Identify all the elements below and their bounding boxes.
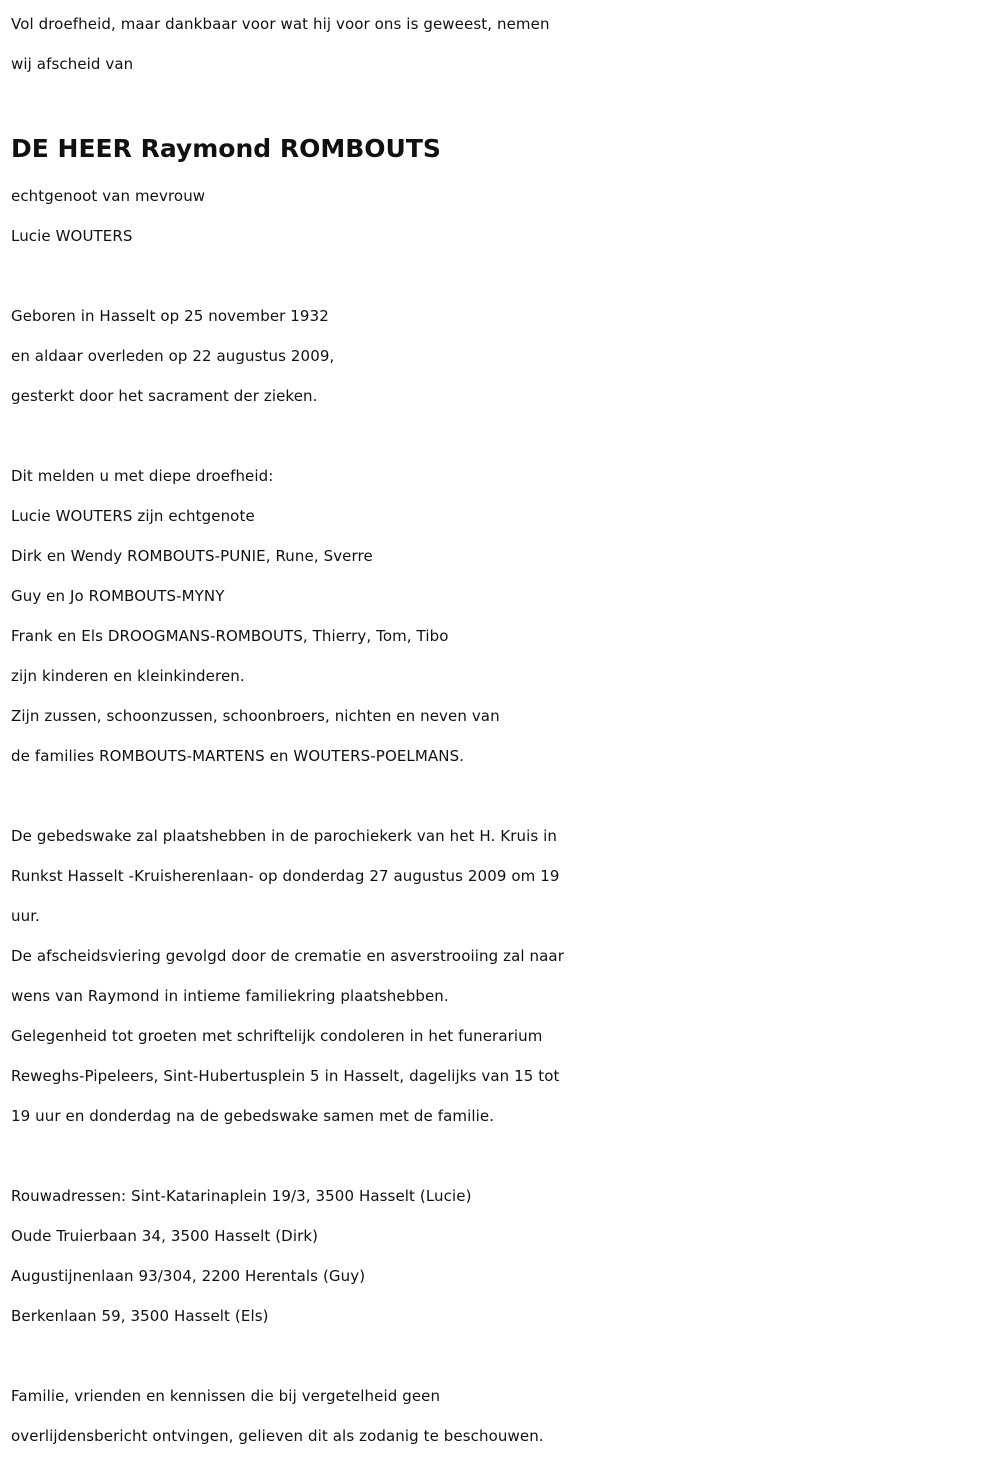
closing-line: Familie, vrienden en kennissen die bij vergetelheid geen [11, 1387, 441, 1405]
ceremony-line: 19 uur en donderdag na de gebedswake samen met de familie. [11, 1107, 495, 1125]
spacer [11, 416, 991, 456]
spacer [11, 256, 991, 296]
death-line: en aldaar overleden op 22 augustus 2009, [11, 347, 335, 365]
intro-line-2: wij afscheid van [11, 55, 134, 73]
address-line: Oude Truierbaan 34, 3500 Hasselt (Dirk) [11, 1227, 319, 1245]
ceremony-line: De gebedswake zal plaatshebben in de parochiekerk van het H. Kruis in [11, 827, 557, 845]
family-line: Zijn zussen, schoonzussen, schoonbroers, nichten en neven van [11, 707, 500, 725]
spacer [11, 1336, 991, 1376]
family-line: Dirk en Wendy ROMBOUTS-PUNIE, Rune, Sverre [11, 547, 373, 565]
spacer [11, 1136, 991, 1176]
address-line: Berkenlaan 59, 3500 Hasselt (Els) [11, 1307, 269, 1325]
ceremony-line: wens van Raymond in intieme familiekring plaatshebben. [11, 987, 449, 1005]
spouse-line-2: Lucie WOUTERS [11, 227, 133, 245]
family-line: Frank en Els DROOGMANS-ROMBOUTS, Thierry, Tom, Tibo [11, 627, 449, 645]
sacrament-line: gesterkt door het sacrament der zieken. [11, 387, 318, 405]
family-line: de families ROMBOUTS-MARTENS en WOUTERS-POELMANS. [11, 747, 465, 765]
ceremony-line: Reweghs-Pipeleers, Sint-Hubertusplein 5 in Hasselt, dagelijks van 15 tot [11, 1067, 560, 1085]
closing-line: overlijdensbericht ontvingen, gelieven dit als zodanig te beschouwen. [11, 1427, 544, 1445]
obituary-notice [11, 4, 991, 1456]
address-line: Rouwadressen: Sint-Katarinaplein 19/3, 3500 Hasselt (Lucie) [11, 1187, 472, 1205]
family-line: Guy en Jo ROMBOUTS-MYNY [11, 587, 225, 605]
family-line: zijn kinderen en kleinkinderen. [11, 667, 245, 685]
birth-line: Geboren in Hasselt op 25 november 1932 [11, 307, 329, 325]
intro-line-1: Vol droefheid, maar dankbaar voor wat hij voor ons is geweest, nemen [11, 15, 550, 33]
ceremony-line: Runkst Hasselt -Kruisherenlaan- op donderdag 27 augustus 2009 om 19 [11, 867, 560, 885]
family-line: Lucie WOUTERS zijn echtgenote [11, 507, 255, 525]
spacer [11, 776, 991, 816]
announce-intro: Dit melden u met diepe droefheid: [11, 467, 274, 485]
ceremony-line: De afscheidsviering gevolgd door de crematie en asverstrooiing zal naar [11, 947, 564, 965]
deceased-name: DE HEER Raymond ROMBOUTS [11, 134, 441, 163]
spouse-line-1: echtgenoot van mevrouw [11, 187, 206, 205]
ceremony-line: Gelegenheid tot groeten met schriftelijk condoleren in het funerarium [11, 1027, 543, 1045]
ceremony-line: uur. [11, 907, 40, 925]
address-line: Augustijnenlaan 93/304, 2200 Herentals (Guy) [11, 1267, 366, 1285]
